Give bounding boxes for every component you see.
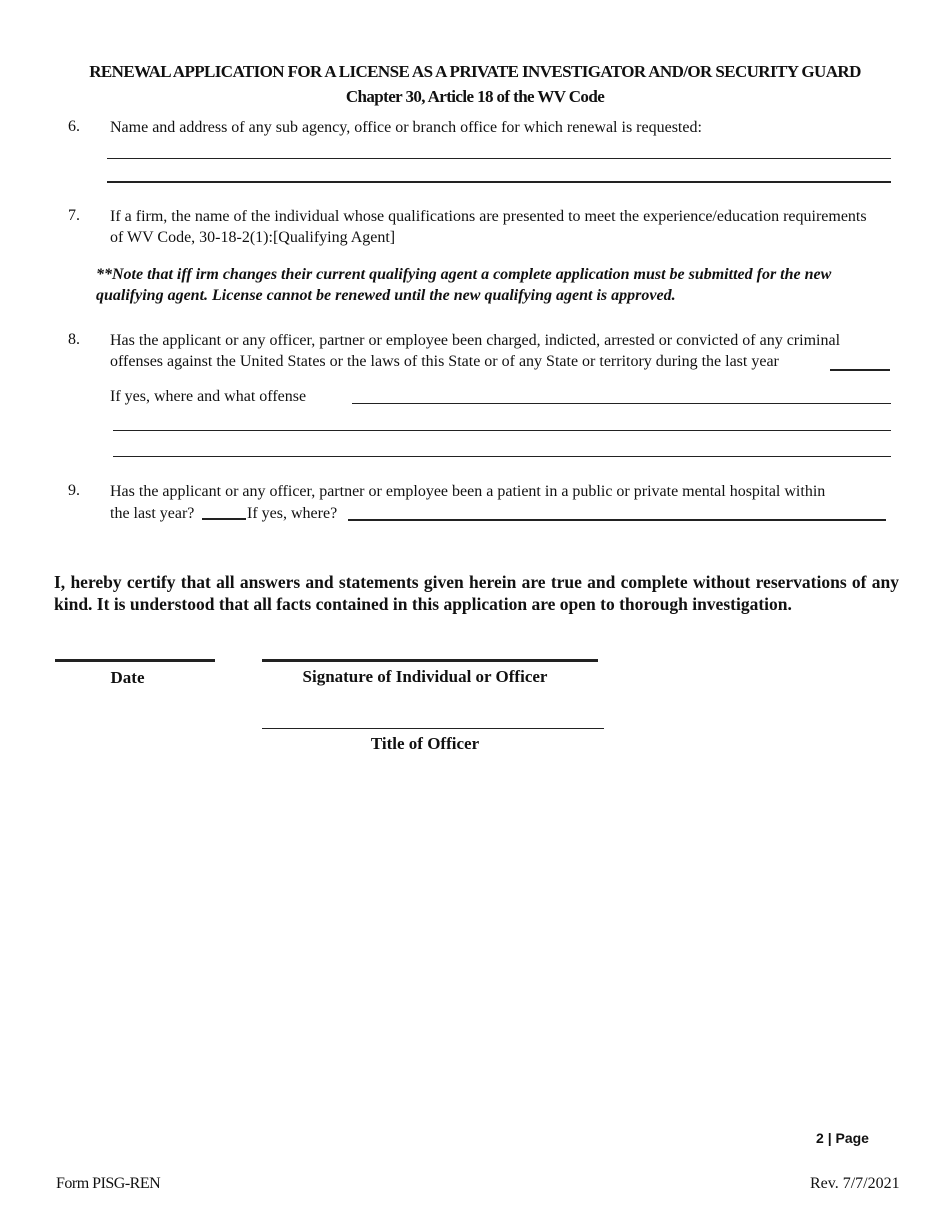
officer-title-line[interactable] (262, 728, 604, 729)
item-6-number: 6. (68, 118, 80, 135)
item-6-answer-line-2[interactable] (107, 181, 891, 183)
item-6-text: Name and address of any sub agency, office or branch office for which renewal is requested: (110, 119, 702, 136)
signature-line[interactable] (262, 659, 598, 662)
item-9-number: 9. (68, 482, 80, 499)
item-8-followup-label: If yes, where and what offense (110, 388, 307, 405)
item-8-offense-line-3[interactable] (113, 456, 891, 457)
form-title: RENEWAL APPLICATION FOR A LICENSE AS A PRIVATE INVESTIGATOR AND/OR SECURITY GUARD (89, 62, 861, 81)
page-number-value: 2 (816, 1130, 824, 1146)
form-subtitle: Chapter 30, Article 18 of the WV Code (345, 87, 605, 106)
qualifying-agent-note: **Note that iff irm changes their current qualifying agent a complete application must be submitted for the new qualifying agent. License cannot be renewed until the new qualifying agent is approved. (96, 266, 832, 304)
item-8-offense-line-2[interactable] (113, 430, 891, 431)
item-8-text: Has the applicant or any officer, partner or employee been charged, indicted, arrested or convicted of any criminal offenses against the United States or the laws of this State or of any State or territory during the last year (110, 332, 841, 370)
item-8-offense-line-1[interactable] (352, 403, 891, 404)
item-7-text: If a firm, the name of the individual whose qualifications are presented to meet the experience/education requirements of WV Code, 30-18-2(1):[Qualifying Agent] (110, 208, 867, 246)
item-8-number: 8. (68, 331, 80, 348)
page-number (816, 1130, 869, 1146)
item-9-text-line-2b: If yes, where? (247, 505, 338, 522)
item-9-where-line[interactable] (348, 519, 886, 521)
certification-statement: I, hereby certify that all answers and statements given herein are true and complete without reservations of any kind. It is understood that all facts contained in this application are open to thorough investigation. (54, 572, 899, 614)
page-number-separator: | (827, 1130, 832, 1146)
form-id: Form PISG-REN (56, 1175, 161, 1192)
item-9-text-line-1: Has the applicant or any officer, partner or employee been a patient in a public or private mental hospital within (110, 483, 826, 500)
item-8-answer-blank[interactable] (830, 369, 890, 371)
item-7-number: 7. (68, 207, 80, 224)
signature-label: Signature of Individual or Officer (302, 667, 548, 686)
item-9-answer-blank[interactable] (202, 518, 246, 520)
officer-title-label: Title of Officer (370, 734, 480, 753)
item-6-answer-line-1[interactable] (107, 158, 891, 159)
page-number-label: Page (835, 1130, 869, 1146)
item-9-text-line-2a: the last year? (110, 505, 195, 522)
date-label: Date (110, 668, 145, 687)
date-line[interactable] (55, 659, 215, 662)
revision-date: Rev. 7/7/2021 (810, 1175, 900, 1192)
